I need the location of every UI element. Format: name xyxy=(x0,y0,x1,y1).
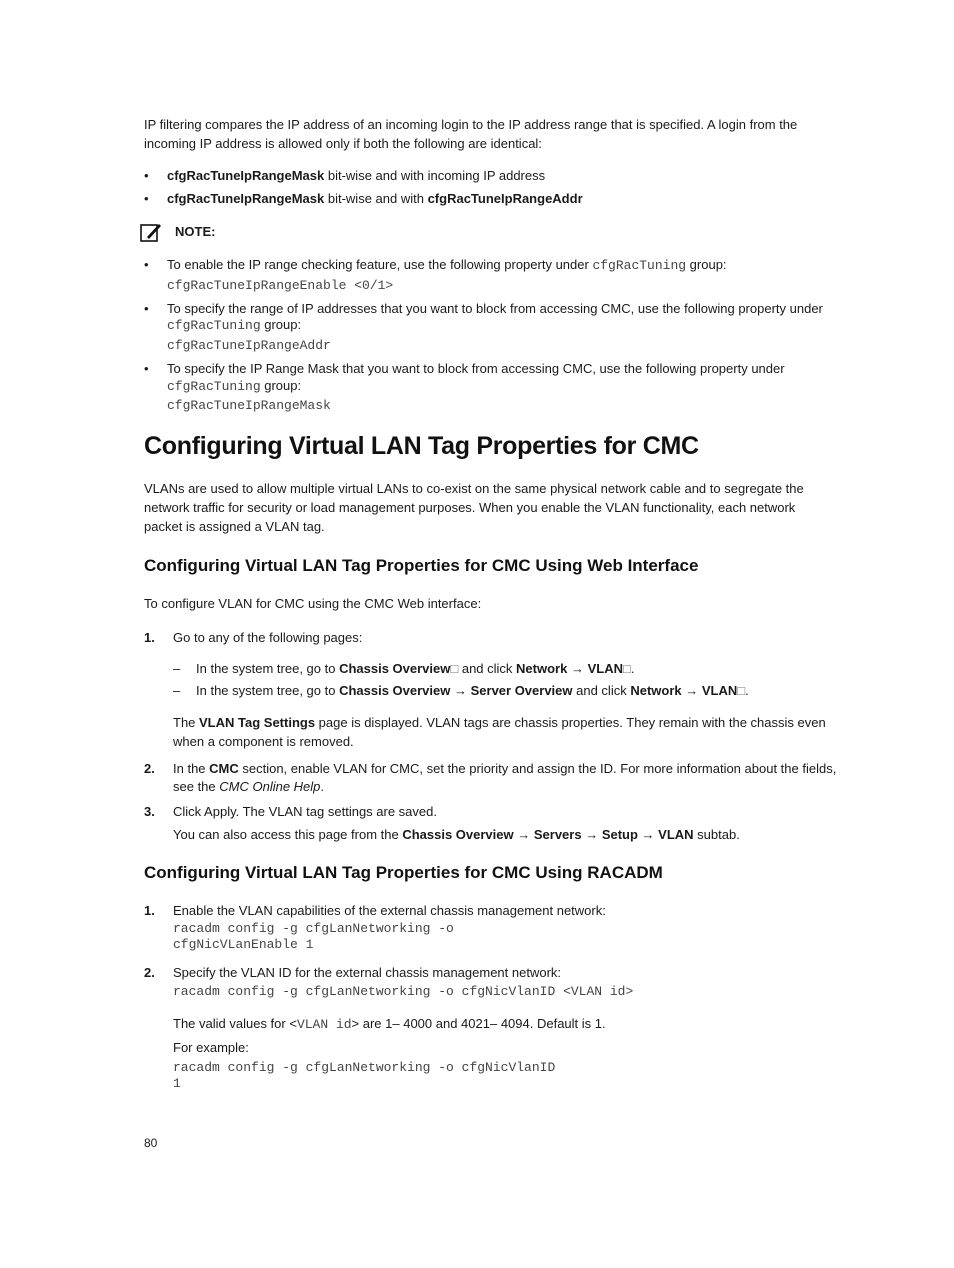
step-number: 1. xyxy=(144,903,155,918)
code-line: racadm config -g cfgLanNetworking -o xyxy=(173,921,454,936)
intro-line-2: incoming IP address is allowed only if both the following are identical: xyxy=(144,136,542,151)
bullet-dot: • xyxy=(144,361,149,376)
section-para-line-2: network traffic for security or load management purposes. When you enable the VLAN functionality, each network xyxy=(144,500,796,515)
code-group: cfgRacTuning xyxy=(592,258,687,273)
racadm-valid-values: The valid values for <VLAN id> are 1– 4000 and 4021– 4094. Default is 1. xyxy=(173,1016,606,1032)
code-group: cfgRacTuning xyxy=(167,379,261,394)
web-substep-1: In the system tree, go to Chassis Overview□ and click Network → VLAN□. xyxy=(196,661,635,676)
web-also-access: You can also access this page from the Chassis Overview → Servers → Setup → VLAN subtab. xyxy=(173,827,740,842)
note-item-2-cont: cfgRacTuning group: xyxy=(167,317,302,333)
web-step-1: Go to any of the following pages: xyxy=(173,630,363,645)
bullet-dot: • xyxy=(144,191,149,206)
intro-line-1: IP filtering compares the IP address of an incoming login to the IP address range that is specified. A login from the xyxy=(144,117,798,132)
web-display-line-1: The VLAN Tag Settings page is displayed. VLAN tags are chassis properties. They remain with the chassis even xyxy=(173,715,826,730)
code-property: cfgRacTuneIpRangeEnable <0/1> xyxy=(167,278,394,293)
page-number: 80 xyxy=(144,1136,158,1150)
bullet-dot: • xyxy=(144,301,149,316)
bullet-dot: • xyxy=(144,257,149,272)
subsection-title-web: Configuring Virtual LAN Tag Properties for CMC Using Web Interface xyxy=(144,556,699,575)
racadm-step-2: Specify the VLAN ID for the external chassis management network: xyxy=(173,965,562,980)
web-step-2-cont: see the CMC Online Help. xyxy=(173,779,325,794)
step-number: 3. xyxy=(144,804,155,819)
bullet-dot: • xyxy=(144,168,149,183)
note-item-2: To specify the range of IP addresses that you want to block from accessing CMC, use the following property under xyxy=(167,301,823,316)
code-property: cfgRacTuneIpRangeMask xyxy=(167,398,331,413)
note-label: NOTE: xyxy=(175,224,216,239)
racadm-step-1: Enable the VLAN capabilities of the external chassis management network: xyxy=(173,903,606,918)
code-property: cfgRacTuneIpRangeAddr xyxy=(167,338,331,353)
step-number: 2. xyxy=(144,965,155,980)
web-display-line-2: when a component is removed. xyxy=(173,734,354,749)
bullet-item-2: cfgRacTuneIpRangeMask bit-wise and with cfgRacTuneIpRangeAddr xyxy=(167,191,583,206)
web-step-2: In the CMC section, enable VLAN for CMC, set the priority and assign the ID. For more information about the fields, xyxy=(173,761,837,776)
section-title: Configuring Virtual LAN Tag Properties for CMC xyxy=(144,432,699,460)
missing-glyph-icon: □ xyxy=(737,683,746,698)
section-para-line-3: packet is assigned a VLAN tag. xyxy=(144,519,325,534)
property-name: cfgRacTuneIpRangeMask xyxy=(167,191,325,206)
note-item-1: To enable the IP range checking feature, use the following property under cfgRacTuning group: xyxy=(167,257,727,273)
code-line: 1 xyxy=(173,1076,181,1091)
subsection-title-racadm: Configuring Virtual LAN Tag Properties for CMC Using RACADM xyxy=(144,863,663,882)
missing-glyph-icon: □ xyxy=(450,661,459,676)
note-item-3: To specify the IP Range Mask that you want to block from accessing CMC, use the following property under xyxy=(167,361,785,376)
web-step-3: Click Apply. The VLAN tag settings are saved. xyxy=(173,804,437,819)
dash-marker: – xyxy=(173,661,181,676)
step-number: 1. xyxy=(144,630,155,645)
step-number: 2. xyxy=(144,761,155,776)
property-name: cfgRacTuneIpRangeAddr xyxy=(427,191,583,206)
code-group: cfgRacTuning xyxy=(167,318,261,333)
help-reference: CMC Online Help xyxy=(219,779,321,794)
bullet-item-1: cfgRacTuneIpRangeMask bit-wise and with incoming IP address xyxy=(167,168,546,183)
racadm-example-label: For example: xyxy=(173,1040,249,1055)
dash-marker: – xyxy=(173,683,181,698)
web-substep-2: In the system tree, go to Chassis Overview → Server Overview and click Network → VLAN□. xyxy=(196,683,749,698)
property-name: cfgRacTuneIpRangeMask xyxy=(167,168,325,183)
note-pencil-icon xyxy=(140,222,162,242)
web-intro: To configure VLAN for CMC using the CMC Web interface: xyxy=(144,596,482,611)
missing-glyph-icon: □ xyxy=(622,661,631,676)
section-para-line-1: VLANs are used to allow multiple virtual LANs to co-exist on the same physical network cable and to segregate the xyxy=(144,481,804,496)
note-item-3-cont: cfgRacTuning group: xyxy=(167,378,302,394)
code-line: racadm config -g cfgLanNetworking -o cfgNicVlanID xyxy=(173,1060,556,1075)
code-line: cfgNicVLanEnable 1 xyxy=(173,937,314,952)
code-line: racadm config -g cfgLanNetworking -o cfgNicVlanID <VLAN id> xyxy=(173,984,634,999)
